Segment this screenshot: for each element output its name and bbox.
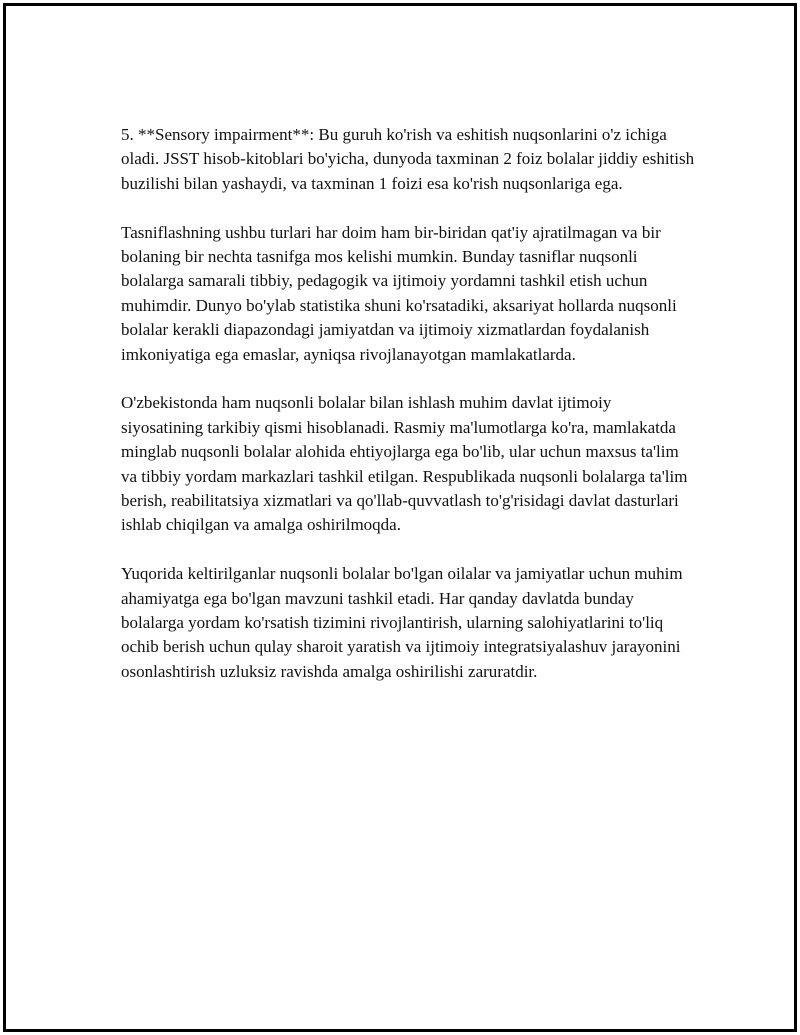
page-frame (3, 3, 797, 1032)
paragraph-sensory-impairment: 5. **Sensory impairment**: Bu guruh ko'rish va eshitish nuqsonlarini o'z ichiga oladi. JSST hisob-kitoblari bo'yicha, dunyoda taxminan 2 foiz bolalar jiddiy eshitish buzilishi bilan yashaydi, va taxminan 1 foizi esa ko'rish nuqsonlariga ega. (121, 125, 695, 193)
paragraph-classification: Tasniflashning ushbu turlari har doim ham bir-biridan qat'iy ajratilmagan va bir bolaning bir nechta tasnifga mos kelishi mumkin. Bunday tasniflar nuqsonli bolalarga samarali tibbiy, pedagogik va ijtimoiy yordamni tashkil etish uchun muhimdir. Dunyo bo'ylab statistika shuni ko'rsatadiki, aksariyat hollarda nuqsonli bolalar kerakli diapazondagi jamiyatdan va ijtimoiy xizmatlardan foydalanish imkoniyatiga ega emaslar, ayniqsa rivojlanayotgan mamlakatlarda. (121, 222, 677, 364)
paragraph-uzbekistan: O'zbekistonda ham nuqsonli bolalar bilan ishlash muhim davlat ijtimoiy siyosatining tarkibiy qismi hisoblanadi. Rasmiy ma'lumotlarga ko'ra, mamlakatda minglab nuqsonli bolalar alohida ehtiyojlarga ega bo'lib, ular uchun maxsus ta'lim va tibbiy yordam markazlari tashkil etilgan. Respublikada nuqsonli bolalarga ta'lim berish, reabilitatsiya xizmatlari va qo'llab-quvvatlash to'g'risidagi davlat dasturlari ishlab chiqilgan va amalga oshirilmoqda. (121, 393, 688, 535)
paragraph-conclusion: Yuqorida keltirilganlar nuqsonli bolalar bo'lgan oilalar va jamiyatlar uchun muhim ahamiyatga ega bo'lgan mavzuni tashkil etadi. Har qanday davlatda bunday bolalarga yordam ko'rsatish tizimini rivojlantirish, ularning salohiyatlarini to'liq ochib berish uchun qulay sharoit yaratish va ijtimoiy integratsiyalashuv jarayonini osonlashtirish uzluksiz ravishda amalga oshirilishi zaruratdir. (121, 564, 683, 681)
document-body (121, 123, 696, 709)
